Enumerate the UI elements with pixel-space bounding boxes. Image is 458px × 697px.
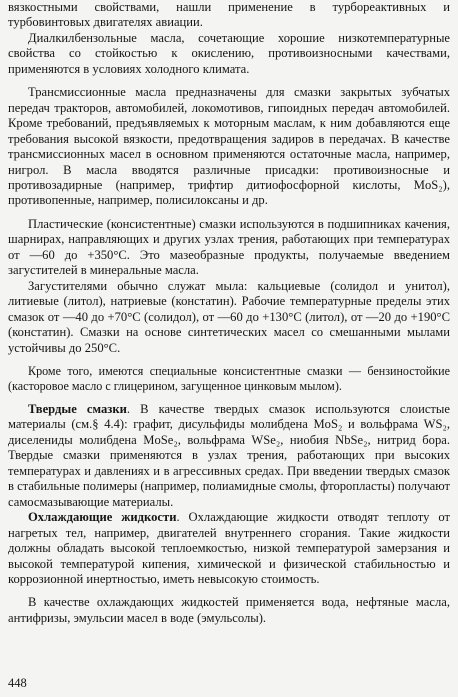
paragraph-5: Загустителями обычно служат мыла: кальциевые (солидол и унитол), литиевые (литол), натриевые (констатин). Рабочие температурные пределы этих смазок от —40 до +70°С (солидол), от —60 до +130°С (литол), от —20 до +190°С (констатин). Смазки на основе синтетических масел со смешанными мылами устойчивы до 250°С. [8, 278, 450, 355]
page-number: 448 [8, 676, 27, 690]
heading-cooling-liquids: Охлаждающие жидкости [28, 510, 177, 525]
paragraph-9: В качестве охлаждающих жидкостей применяется вода, нефтяные масла, антифризы, эмульсии масел в воде (эмульсолы). [8, 595, 450, 625]
paragraph-8-body: . Охлаждающие жидкости отводят теплоту от нагретых тел, например, двигателей внутреннего сгорания. Такие жидкости должны обладать высокой теплоемкостью, низкой температурой замерзания и высокой температурой кипения, химической и физической стабильностью и коррозионной инертностью, иметь невысокую стоимость. [8, 510, 450, 586]
paragraph-7-body: . В качестве твердых смазок используются слоистые материалы (см.§ 4.4): графит, дисульфиды молибдена MoS₂ и вольфрама WS₂, диселениды молибдена MoSe₂, вольфрама WSe₂, ниобия NbSe₂, нитрид бора. Твердые смазки применяются в узлах трения, работающих при высоких температурах и давлениях и в агрессивных средах. При введении твердых смазок в стабильные полимеры (например, полиамидные смолы, фторопласты) получают самосмазывающие материалы. [8, 401, 450, 509]
paragraph-3: Трансмиссионные масла предназначены для смазки закрытых зубчатых передач тракторов, автомобилей, локомотивов, гипоидных передач автомобилей. Кроме требований, предъявляемых к моторным маслам, к ним добавляются еще требования высокой вязкости, предотвращения задиров в передачах. В качестве трансмиссионных масел в основном применяются остаточные масла, например, нигрол. В масла вводятся различные присадки: противоизносные и противозадирные (например, трифтир дитиофосфорной кислоты, MoS₂), противопенные, например, полисилоксаны и др. [8, 85, 450, 208]
paragraph-6: Кроме того, имеются специальные консистентные смазки — бензиностойкие (касторовое масло с глицерином, загущенное цинковым мылом). [8, 363, 450, 393]
page-text [8, 0, 450, 626]
paragraph-2: Диалкилбензольные масла, сочетающие хорошие низкотемпературные свойства со стойкостью к окислению, противоизносными качествами, применяются в условиях холодного климата. [8, 30, 450, 76]
paragraph-8 [8, 510, 450, 587]
heading-solid-lubricants: Твердые смазки [28, 401, 127, 416]
paragraph-7 [8, 402, 450, 510]
paragraph-4: Пластические (консистентные) смазки используются в подшипниках качения, шарнирах, направляющих и других узлах трения, работающих при температурах от —60 до +350°С. Это мазеобразные продукты, получаемые введением загустителей в минеральные масла. [8, 216, 450, 278]
paragraph-1: вязкостными свойствами, нашли применение в турбореактивных и турбовинтовых двигателях авиации. [8, 0, 450, 30]
